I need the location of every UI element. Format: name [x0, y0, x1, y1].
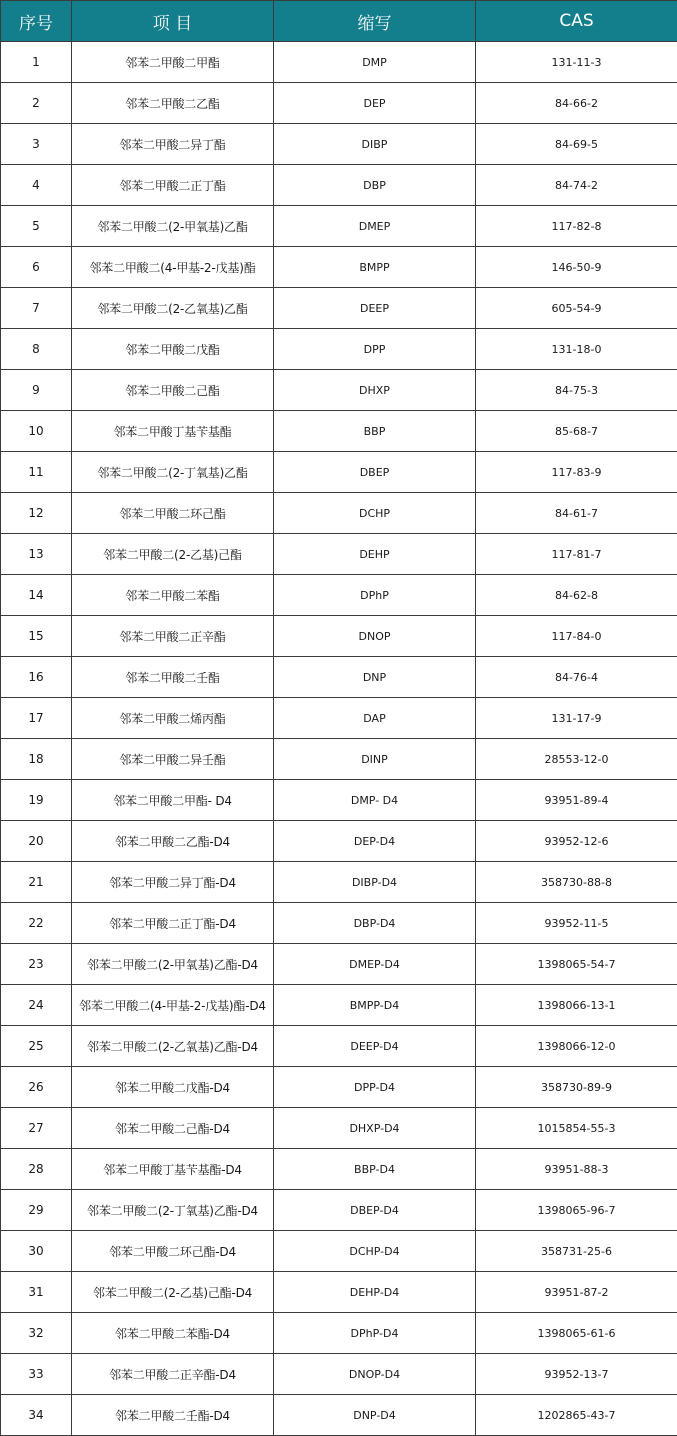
cell-item-name: 邻苯二甲酸二(2-乙氧基)乙酯-D4	[72, 1026, 274, 1067]
cell-cas-number: 1398065-96-7	[476, 1190, 677, 1231]
table-row	[1, 616, 677, 657]
table-row	[1, 657, 677, 698]
cell-item-name: 邻苯二甲酸丁基苄基酯-D4	[72, 1149, 274, 1190]
cell-item-name: 邻苯二甲酸二己酯-D4	[72, 1108, 274, 1149]
cell-abbreviation: DNOP	[274, 616, 476, 657]
cell-cas-number: 1398065-61-6	[476, 1313, 677, 1354]
cell-cas-number: 117-84-0	[476, 616, 677, 657]
cell-serial-number: 3	[1, 124, 72, 165]
cell-abbreviation: DNOP-D4	[274, 1354, 476, 1395]
cell-abbreviation: DPhP	[274, 575, 476, 616]
table-row	[1, 1354, 677, 1395]
table-row	[1, 1190, 677, 1231]
cell-cas-number: 1398066-13-1	[476, 985, 677, 1026]
cell-abbreviation: DPP-D4	[274, 1067, 476, 1108]
cell-cas-number: 85-68-7	[476, 411, 677, 452]
cell-abbreviation: BBP-D4	[274, 1149, 476, 1190]
cell-item-name: 邻苯二甲酸二乙酯-D4	[72, 821, 274, 862]
table-row	[1, 329, 677, 370]
table-row	[1, 288, 677, 329]
table-row	[1, 1272, 677, 1313]
cell-serial-number: 14	[1, 575, 72, 616]
cell-cas-number: 131-18-0	[476, 329, 677, 370]
cell-serial-number: 19	[1, 780, 72, 821]
table-row	[1, 698, 677, 739]
cell-item-name: 邻苯二甲酸丁基苄基酯	[72, 411, 274, 452]
cell-cas-number: 84-69-5	[476, 124, 677, 165]
table-row	[1, 903, 677, 944]
cell-cas-number: 84-76-4	[476, 657, 677, 698]
cell-serial-number: 26	[1, 1067, 72, 1108]
cell-abbreviation: DEP-D4	[274, 821, 476, 862]
header-cas: CAS	[476, 1, 677, 42]
cell-serial-number: 2	[1, 83, 72, 124]
table-row	[1, 1313, 677, 1354]
cell-item-name: 邻苯二甲酸二异丁酯	[72, 124, 274, 165]
cell-serial-number: 33	[1, 1354, 72, 1395]
cell-item-name: 邻苯二甲酸二环己酯-D4	[72, 1231, 274, 1272]
cell-abbreviation: DBEP	[274, 452, 476, 493]
header-serial-number: 序号	[1, 1, 72, 42]
cell-cas-number: 93952-12-6	[476, 821, 677, 862]
table-row	[1, 124, 677, 165]
table-row	[1, 534, 677, 575]
cell-abbreviation: DMP- D4	[274, 780, 476, 821]
cell-serial-number: 25	[1, 1026, 72, 1067]
cell-cas-number: 84-74-2	[476, 165, 677, 206]
table-row	[1, 1149, 677, 1190]
cell-cas-number: 131-17-9	[476, 698, 677, 739]
cell-item-name: 邻苯二甲酸二(2-乙基)己酯-D4	[72, 1272, 274, 1313]
table-row	[1, 1231, 677, 1272]
cell-serial-number: 4	[1, 165, 72, 206]
cell-item-name: 邻苯二甲酸二(2-丁氧基)乙酯	[72, 452, 274, 493]
cell-item-name: 邻苯二甲酸二(4-甲基-2-戊基)酯-D4	[72, 985, 274, 1026]
table-row	[1, 862, 677, 903]
cell-serial-number: 13	[1, 534, 72, 575]
table-row	[1, 411, 677, 452]
table-row	[1, 1108, 677, 1149]
cell-serial-number: 6	[1, 247, 72, 288]
cell-serial-number: 24	[1, 985, 72, 1026]
cell-item-name: 邻苯二甲酸二烯丙酯	[72, 698, 274, 739]
cell-serial-number: 15	[1, 616, 72, 657]
cell-serial-number: 16	[1, 657, 72, 698]
table-row	[1, 165, 677, 206]
cell-item-name: 邻苯二甲酸二戊酯	[72, 329, 274, 370]
cell-cas-number: 117-83-9	[476, 452, 677, 493]
cell-item-name: 邻苯二甲酸二甲酯- D4	[72, 780, 274, 821]
table-body	[1, 42, 677, 1436]
cell-item-name: 邻苯二甲酸二(2-甲氧基)乙酯	[72, 206, 274, 247]
cell-item-name: 邻苯二甲酸二(4-甲基-2-戊基)酯	[72, 247, 274, 288]
table-row	[1, 1026, 677, 1067]
cell-serial-number: 30	[1, 1231, 72, 1272]
cell-abbreviation: DNP	[274, 657, 476, 698]
cell-abbreviation: DPP	[274, 329, 476, 370]
cell-cas-number: 93951-88-3	[476, 1149, 677, 1190]
table-row	[1, 42, 677, 83]
cell-cas-number: 358730-89-9	[476, 1067, 677, 1108]
cell-serial-number: 7	[1, 288, 72, 329]
cell-serial-number: 8	[1, 329, 72, 370]
cell-abbreviation: BMPP-D4	[274, 985, 476, 1026]
table-row	[1, 493, 677, 534]
cell-cas-number: 28553-12-0	[476, 739, 677, 780]
cell-cas-number: 146-50-9	[476, 247, 677, 288]
cell-cas-number: 84-66-2	[476, 83, 677, 124]
table-row	[1, 83, 677, 124]
table-row	[1, 944, 677, 985]
cell-abbreviation: DEP	[274, 83, 476, 124]
cell-cas-number: 117-82-8	[476, 206, 677, 247]
cell-cas-number: 84-75-3	[476, 370, 677, 411]
cell-serial-number: 28	[1, 1149, 72, 1190]
cell-item-name: 邻苯二甲酸二(2-乙基)己酯	[72, 534, 274, 575]
cell-cas-number: 1398066-12-0	[476, 1026, 677, 1067]
cell-item-name: 邻苯二甲酸二正辛酯-D4	[72, 1354, 274, 1395]
table-row	[1, 821, 677, 862]
cell-serial-number: 23	[1, 944, 72, 985]
cell-item-name: 邻苯二甲酸二环己酯	[72, 493, 274, 534]
cell-serial-number: 12	[1, 493, 72, 534]
table-row	[1, 575, 677, 616]
cell-abbreviation: DEHP	[274, 534, 476, 575]
cell-item-name: 邻苯二甲酸二正辛酯	[72, 616, 274, 657]
cell-serial-number: 34	[1, 1395, 72, 1436]
table-row	[1, 739, 677, 780]
cell-cas-number: 1202865-43-7	[476, 1395, 677, 1436]
cell-abbreviation: DPhP-D4	[274, 1313, 476, 1354]
table-row	[1, 1067, 677, 1108]
cell-item-name: 邻苯二甲酸二苯酯	[72, 575, 274, 616]
table-row	[1, 206, 677, 247]
cell-abbreviation: DBP-D4	[274, 903, 476, 944]
table-row	[1, 1395, 677, 1436]
cell-serial-number: 22	[1, 903, 72, 944]
cell-serial-number: 20	[1, 821, 72, 862]
cell-cas-number: 605-54-9	[476, 288, 677, 329]
cell-cas-number: 84-61-7	[476, 493, 677, 534]
cell-abbreviation: DBEP-D4	[274, 1190, 476, 1231]
cell-item-name: 邻苯二甲酸二异丁酯-D4	[72, 862, 274, 903]
table-header	[1, 1, 677, 42]
table-row	[1, 452, 677, 493]
cell-item-name: 邻苯二甲酸二(2-甲氧基)乙酯-D4	[72, 944, 274, 985]
cell-item-name: 邻苯二甲酸二异壬酯	[72, 739, 274, 780]
cell-cas-number: 93952-13-7	[476, 1354, 677, 1395]
cell-cas-number: 93951-87-2	[476, 1272, 677, 1313]
cell-abbreviation: DEEP	[274, 288, 476, 329]
cell-item-name: 邻苯二甲酸二甲酯	[72, 42, 274, 83]
table-row	[1, 985, 677, 1026]
cell-serial-number: 11	[1, 452, 72, 493]
cell-abbreviation: BBP	[274, 411, 476, 452]
cell-abbreviation: DIBP-D4	[274, 862, 476, 903]
header-row	[1, 1, 677, 42]
cell-item-name: 邻苯二甲酸二壬酯-D4	[72, 1395, 274, 1436]
cell-serial-number: 17	[1, 698, 72, 739]
cell-abbreviation: DEHP-D4	[274, 1272, 476, 1313]
cell-cas-number: 117-81-7	[476, 534, 677, 575]
header-abbreviation: 缩写	[274, 1, 476, 42]
cell-item-name: 邻苯二甲酸二正丁酯-D4	[72, 903, 274, 944]
cell-item-name: 邻苯二甲酸二(2-乙氧基)乙酯	[72, 288, 274, 329]
cell-item-name: 邻苯二甲酸二戊酯-D4	[72, 1067, 274, 1108]
cell-abbreviation: DEEP-D4	[274, 1026, 476, 1067]
cell-serial-number: 18	[1, 739, 72, 780]
table-row	[1, 780, 677, 821]
cell-abbreviation: BMPP	[274, 247, 476, 288]
cell-serial-number: 27	[1, 1108, 72, 1149]
cell-serial-number: 9	[1, 370, 72, 411]
cell-abbreviation: DAP	[274, 698, 476, 739]
cell-abbreviation: DBP	[274, 165, 476, 206]
cell-abbreviation: DIBP	[274, 124, 476, 165]
cell-item-name: 邻苯二甲酸二壬酯	[72, 657, 274, 698]
cell-serial-number: 1	[1, 42, 72, 83]
cell-serial-number: 29	[1, 1190, 72, 1231]
cell-abbreviation: DHXP-D4	[274, 1108, 476, 1149]
cell-abbreviation: DINP	[274, 739, 476, 780]
cell-abbreviation: DCHP-D4	[274, 1231, 476, 1272]
cell-item-name: 邻苯二甲酸二正丁酯	[72, 165, 274, 206]
header-item-name: 项 目	[72, 1, 274, 42]
cell-abbreviation: DMEP-D4	[274, 944, 476, 985]
cell-cas-number: 1015854-55-3	[476, 1108, 677, 1149]
cell-cas-number: 358730-88-8	[476, 862, 677, 903]
cell-abbreviation: DHXP	[274, 370, 476, 411]
table-row	[1, 247, 677, 288]
table-row	[1, 370, 677, 411]
cell-cas-number: 84-62-8	[476, 575, 677, 616]
cell-item-name: 邻苯二甲酸二(2-丁氧基)乙酯-D4	[72, 1190, 274, 1231]
cell-serial-number: 32	[1, 1313, 72, 1354]
cell-cas-number: 93951-89-4	[476, 780, 677, 821]
cell-cas-number: 1398065-54-7	[476, 944, 677, 985]
cell-abbreviation: DNP-D4	[274, 1395, 476, 1436]
cell-cas-number: 93952-11-5	[476, 903, 677, 944]
cell-serial-number: 21	[1, 862, 72, 903]
cell-cas-number: 131-11-3	[476, 42, 677, 83]
cell-item-name: 邻苯二甲酸二苯酯-D4	[72, 1313, 274, 1354]
cell-item-name: 邻苯二甲酸二乙酯	[72, 83, 274, 124]
cell-abbreviation: DCHP	[274, 493, 476, 534]
cell-serial-number: 5	[1, 206, 72, 247]
cell-serial-number: 31	[1, 1272, 72, 1313]
cell-abbreviation: DMP	[274, 42, 476, 83]
cell-cas-number: 358731-25-6	[476, 1231, 677, 1272]
cell-item-name: 邻苯二甲酸二己酯	[72, 370, 274, 411]
cell-abbreviation: DMEP	[274, 206, 476, 247]
cell-serial-number: 10	[1, 411, 72, 452]
